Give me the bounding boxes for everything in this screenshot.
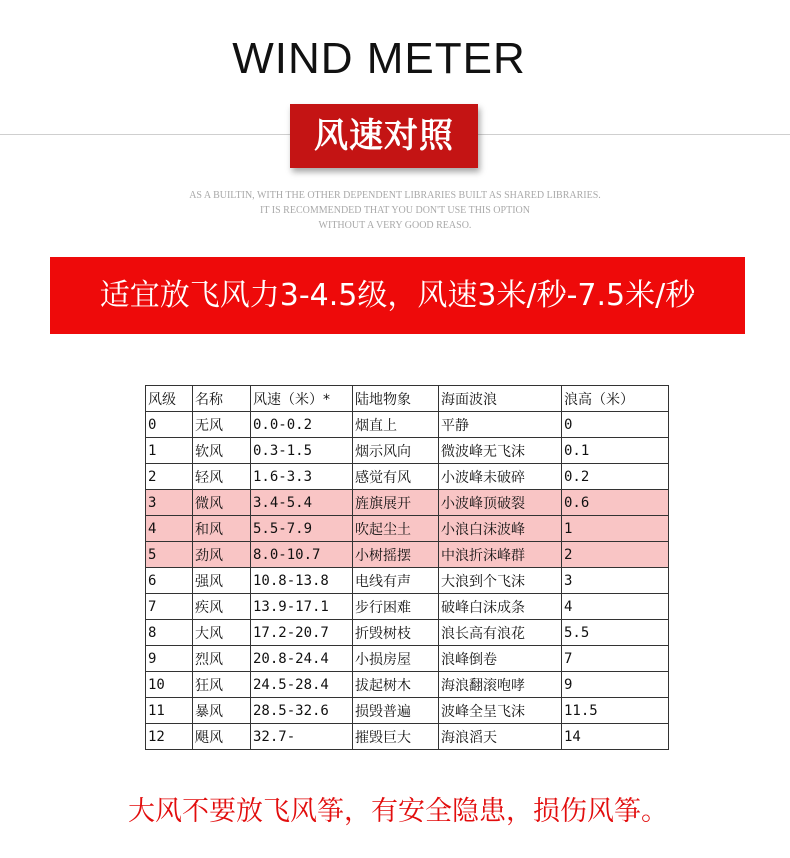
table-cell: 平静 (439, 412, 562, 438)
table-cell: 软风 (193, 438, 251, 464)
table-cell: 劲风 (193, 542, 251, 568)
table-cell: 无风 (193, 412, 251, 438)
table-cell: 0 (146, 412, 193, 438)
table-cell: 小波峰顶破裂 (439, 490, 562, 516)
table-row (146, 412, 669, 438)
table-cell: 损毁普遍 (353, 698, 439, 724)
table-cell: 大风 (193, 620, 251, 646)
table-row (146, 542, 669, 568)
table-cell: 小树摇摆 (353, 542, 439, 568)
table-row (146, 698, 669, 724)
table-cell: 9 (562, 672, 669, 698)
table-row (146, 594, 669, 620)
table-row (146, 620, 669, 646)
table-cell: 5.5 (562, 620, 669, 646)
table-cell: 3 (562, 568, 669, 594)
header-cell: 陆地物象 (353, 386, 439, 412)
table-cell: 飓风 (193, 724, 251, 750)
table-cell: 波峰全呈飞沫 (439, 698, 562, 724)
table-cell: 狂风 (193, 672, 251, 698)
table-cell: 32.7- (251, 724, 353, 750)
header-cell: 风速（米）* (251, 386, 353, 412)
table-cell: 9 (146, 646, 193, 672)
table-cell: 折毁树枝 (353, 620, 439, 646)
table-cell: 1 (146, 438, 193, 464)
table-cell: 微波峰无飞沫 (439, 438, 562, 464)
table-cell: 微风 (193, 490, 251, 516)
table-cell: 1.6-3.3 (251, 464, 353, 490)
table-cell: 海浪滔天 (439, 724, 562, 750)
table-cell: 3.4-5.4 (251, 490, 353, 516)
header-cell: 名称 (193, 386, 251, 412)
table-cell: 中浪折沫峰群 (439, 542, 562, 568)
table-cell: 疾风 (193, 594, 251, 620)
table-cell: 7 (562, 646, 669, 672)
header-cell: 海面波浪 (439, 386, 562, 412)
table-cell: 4 (146, 516, 193, 542)
subtitle-line: IT IS RECOMMENDED THAT YOU DON'T USE THIS OPTION (260, 205, 530, 216)
table-cell: 0 (562, 412, 669, 438)
table-cell: 和风 (193, 516, 251, 542)
table-cell: 0.0-0.2 (251, 412, 353, 438)
table-cell: 小损房屋 (353, 646, 439, 672)
table-body (146, 412, 669, 750)
table-cell: 烈风 (193, 646, 251, 672)
table-cell: 步行困难 (353, 594, 439, 620)
table-cell: 小波峰未破碎 (439, 464, 562, 490)
table-cell: 0.1 (562, 438, 669, 464)
header-cell: 风级 (146, 386, 193, 412)
table-cell: 6 (146, 568, 193, 594)
table-cell: 24.5-28.4 (251, 672, 353, 698)
table-cell: 20.8-24.4 (251, 646, 353, 672)
table-row (146, 516, 669, 542)
table-cell: 浪峰倒卷 (439, 646, 562, 672)
subtitle-block (180, 188, 610, 233)
safety-note: 大风不要放飞风筝，有安全隐患，损伤风筝。 (128, 796, 668, 827)
table-cell: 海浪翻滚咆哮 (439, 672, 562, 698)
table-cell: 8.0-10.7 (251, 542, 353, 568)
table-cell: 0.6 (562, 490, 669, 516)
recommendation-banner: 适宜放飞风力3-4.5级，风速3米/秒-7.5米/秒 (50, 257, 745, 334)
table-cell: 2 (562, 542, 669, 568)
table-cell: 强风 (193, 568, 251, 594)
table-cell: 8 (146, 620, 193, 646)
table-cell: 11.5 (562, 698, 669, 724)
table-cell: 拔起树木 (353, 672, 439, 698)
table-cell: 旌旗展开 (353, 490, 439, 516)
table-cell: 13.9-17.1 (251, 594, 353, 620)
table-cell: 5 (146, 542, 193, 568)
table-cell: 0.2 (562, 464, 669, 490)
section-badge: 风速对照 (290, 104, 478, 168)
table-cell: 小浪白沫波峰 (439, 516, 562, 542)
table-row (146, 646, 669, 672)
table-cell: 11 (146, 698, 193, 724)
table-row (146, 490, 669, 516)
header-cell: 浪高（米） (562, 386, 669, 412)
table-header-row (146, 386, 669, 412)
table-cell: 电线有声 (353, 568, 439, 594)
table-row (146, 724, 669, 750)
table-row (146, 464, 669, 490)
table-cell: 7 (146, 594, 193, 620)
wind-scale-table (145, 385, 669, 750)
table-cell: 12 (146, 724, 193, 750)
subtitle-line: WITHOUT A VERY GOOD REASO. (318, 220, 472, 231)
table-cell: 烟直上 (353, 412, 439, 438)
table-cell: 浪长高有浪花 (439, 620, 562, 646)
table-cell: 14 (562, 724, 669, 750)
table-cell: 烟示风向 (353, 438, 439, 464)
table-row (146, 568, 669, 594)
table-cell: 28.5-32.6 (251, 698, 353, 724)
table-cell: 4 (562, 594, 669, 620)
table-cell: 10.8-13.8 (251, 568, 353, 594)
table-cell: 摧毁巨大 (353, 724, 439, 750)
table-cell: 3 (146, 490, 193, 516)
table-cell: 感觉有风 (353, 464, 439, 490)
table-cell: 10 (146, 672, 193, 698)
table-cell: 轻风 (193, 464, 251, 490)
table-cell: 暴风 (193, 698, 251, 724)
page-title: WIND METER (232, 34, 526, 83)
table-cell: 5.5-7.9 (251, 516, 353, 542)
table-cell: 1 (562, 516, 669, 542)
table-cell: 吹起尘土 (353, 516, 439, 542)
subtitle-line: AS A BUILTIN, WITH THE OTHER DEPENDENT LIBRARIES BUILT AS SHARED LIBRARIES. (189, 190, 601, 201)
table-row (146, 438, 669, 464)
table-row (146, 672, 669, 698)
table-cell: 17.2-20.7 (251, 620, 353, 646)
table-cell: 大浪到个飞沫 (439, 568, 562, 594)
table-cell: 2 (146, 464, 193, 490)
table-cell: 0.3-1.5 (251, 438, 353, 464)
table-cell: 破峰白沫成条 (439, 594, 562, 620)
